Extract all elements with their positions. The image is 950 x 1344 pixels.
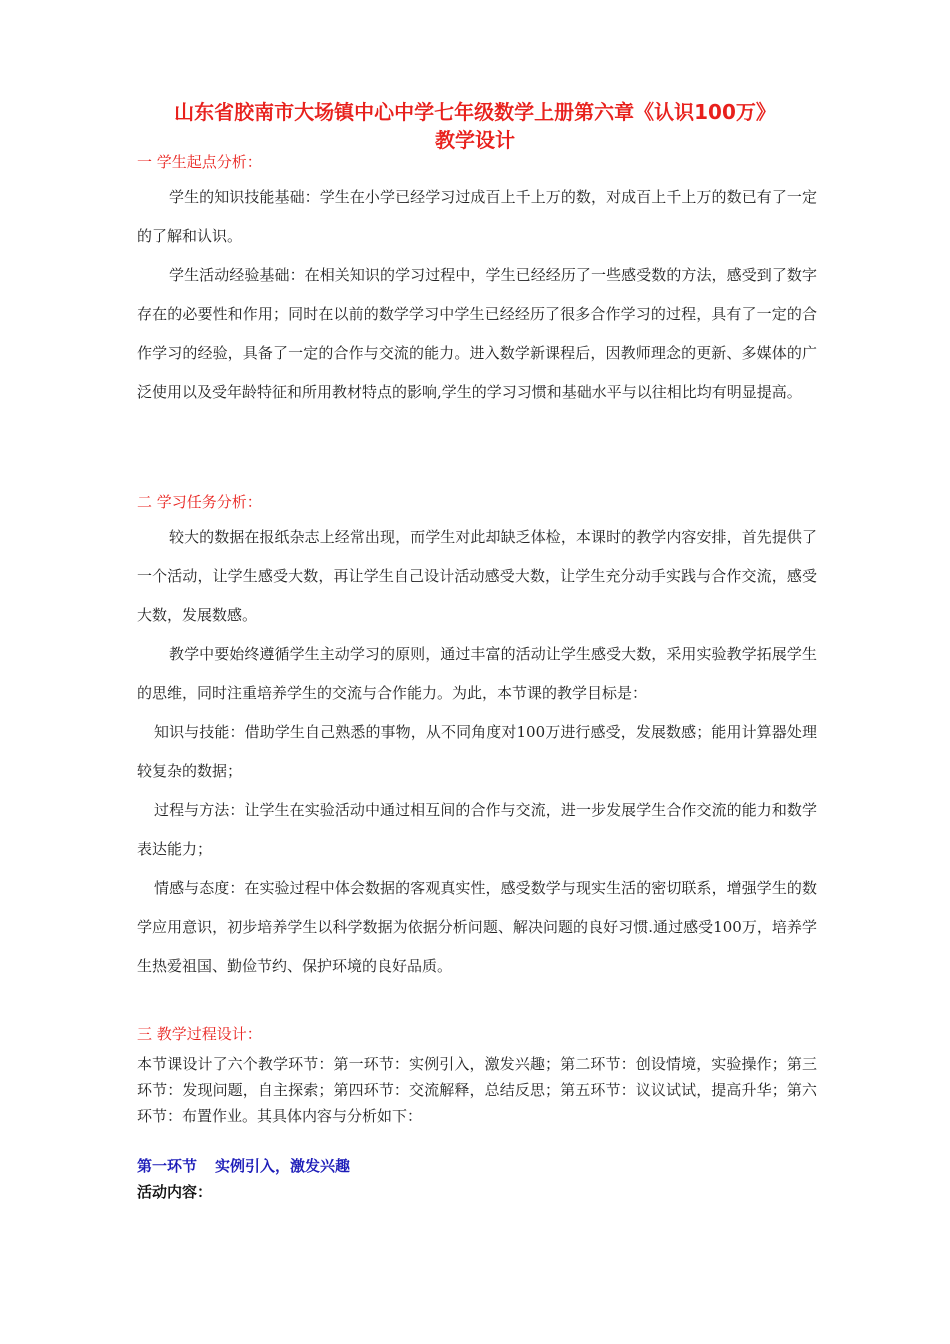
stage1-title: 实例引入，激发兴趣 — [215, 1157, 351, 1175]
section-heading-3: 三 教学过程设计： — [137, 1025, 262, 1043]
section2-paragraph-3: 知识与技能：借助学生自己熟悉的事物，从不同角度对100万进行感受，发展数感；能用计算器处理较复杂的数据； — [137, 723, 817, 780]
section2-paragraph-4: 过程与方法：让学生在实验活动中通过相互间的合作与交流，进一步发展学生合作交流的能力和数学表达能力； — [137, 801, 817, 858]
section-heading-2: 二 学习任务分析： — [137, 493, 262, 511]
stage1-heading — [137, 1155, 350, 1176]
stage1-label: 第一环节 — [137, 1157, 198, 1175]
section-heading-1: 一 学生起点分析： — [137, 153, 262, 171]
doc-title-line2: 教学设计 — [435, 128, 515, 152]
section2-paragraph-1: 较大的数据在报纸杂志上经常出现，而学生对此却缺乏体检，本课时的教学内容安排，首先提供了一个活动，让学生感受大数，再让学生自己设计活动感受大数，让学生充分动手实践与合作交流，感受大数，发展数感。 — [137, 528, 817, 624]
section3-paragraph-1: 本节课设计了六个教学环节：第一环节：实例引入，激发兴趣；第二环节：创设情境，实验操作；第三环节：发现问题，自主探索；第四环节：交流解释，总结反思；第五环节：议议试试，提高升华；第六环节：布置作业。其具体内容与分析如下： — [137, 1055, 817, 1125]
section2-paragraph-5: 情感与态度：在实验过程中体会数据的客观真实性，感受数学与现实生活的密切联系，增强学生的数学应用意识，初步培养学生以科学数据为依据分析问题、解决问题的良好习惯.通过感受100万，培养学生热爱祖国、勤俭节约、保护环境的良好品质。 — [137, 879, 817, 975]
doc-title-line1: 山东省胶南市大场镇中心中学七年级数学上册第六章《认识100万》 — [174, 100, 776, 124]
section2-paragraph-2: 教学中要始终遵循学生主动学习的原则，通过丰富的活动让学生感受大数，采用实验教学拓展学生的思维，同时注重培养学生的交流与合作能力。为此，本节课的教学目标是： — [137, 645, 817, 702]
activity-content-label: 活动内容： — [137, 1183, 213, 1201]
section1-paragraph-2: 学生活动经验基础：在相关知识的学习过程中，学生已经经历了一些感受数的方法，感受到了数字存在的必要性和作用；同时在以前的数学学习中学生已经经历了很多合作学习的过程，具有了一定的合作学习的经验，具备了一定的合作与交流的能力。进入数学新课程后，因教师理念的更新、多媒体的广泛使用以及受年龄特征和所用教材特点的影响,学生的学习习惯和基础水平与以往相比均有明显提高。 — [137, 266, 817, 401]
section1-paragraph-1: 学生的知识技能基础：学生在小学已经学习过成百上千上万的数，对成百上千上万的数已有了一定的了解和认识。 — [137, 188, 817, 245]
